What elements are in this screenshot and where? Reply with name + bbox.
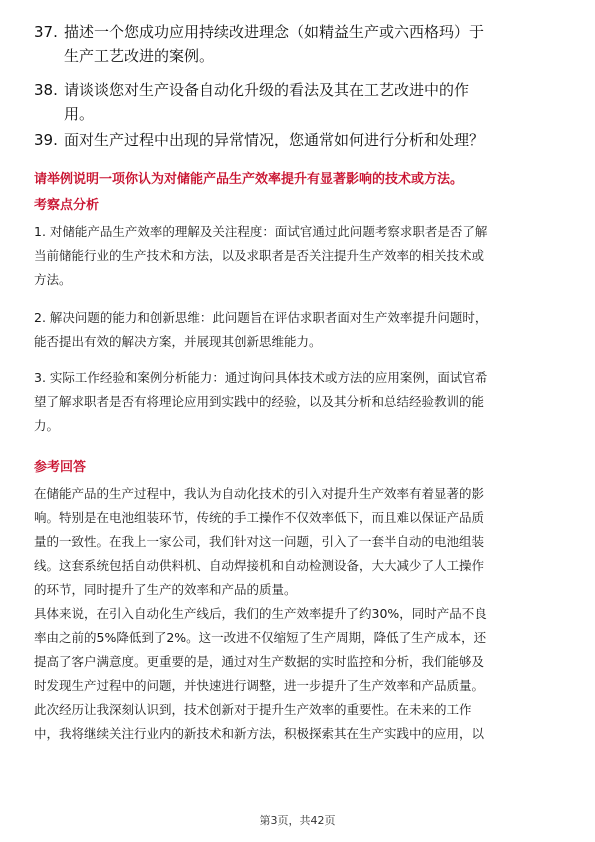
question-38: 38. 请谈谈您对生产设备自动化升级的看法及其在工艺改进中的作 用。 <box>34 78 562 126</box>
analysis-item-1: 1. 对储能产品生产效率的理解及关注程度：面试官通过此问题考察求职者是否了解 当前储能行业的生产技术和方法，以及求职者是否关注提升生产效率的相关技术或 方法。 <box>34 224 488 287</box>
question-text-cont: 生产工艺改进的案例。 <box>64 47 215 65</box>
question-39: 39. 面对生产过程中出现的异常情况，您通常如何进行分析和处理？ <box>34 131 485 149</box>
question-text: 面对生产过程中出现的异常情况，您通常如何进行分析和处理？ <box>64 131 485 149</box>
answer-body: 在储能产品的生产过程中，我认为自动化技术的引入对提升生产效率有着显著的影 响。特别是在电池组装环节，传统的手工操作不仅效率低下，而且难以保证产品质 量的一致性。在我上一家公司，我们针对这一问题，引入了一套半自动的电池组装 线。这套系统包括自动供料机、自动焊接机和自动检测设备，大大减少了人工操作 的环节，同时提升了生产的效率和产品的质量。 具体来说，在引入自动化生产线后，我们的生产效率提升了约30%，同时产品不良 率由之前的5%降低到了2%。这一改进不仅缩短了生产周期，降低了生产成本，还 提高了客户满意度。更重要的是，通过对生产数据的实时监控和分析，我们能够及 时发现生产过程中的问题，并快速进行调整，进一步提升了生产效率和产品质量。 此次经历让我深刻认识到，技术创新对于提升生产效率的重要性。在未来的工作 中，我将继续关注行业内的新技术和新方法，积极探索其在生产实践中的应用，以 <box>34 486 487 741</box>
analysis-item-3: 3. 实际工作经验和案例分析能力：通过询问具体技术或方法的应用案例，面试官希 望了解求职者是否有将理论应用到实践中的经验，以及其分析和总结经验教训的能 力。 <box>34 370 488 433</box>
page-number: 第3页，共42页 <box>259 814 336 827</box>
analysis-heading: 考察点分析 <box>34 198 100 213</box>
interview-question: 请举例说明一项你认为对储能产品生产效率提升有显著影响的技术或方法。 <box>34 172 464 187</box>
analysis-item-2: 2. 解决问题的能力和创新思维：此问题旨在评估求职者面对生产效率提升问题时， 能否提出有效的解决方案，并展现其创新思维能力。 <box>34 310 488 349</box>
answer-heading: 参考回答 <box>34 460 87 475</box>
question-text-cont: 用。 <box>64 105 95 123</box>
question-37: 37. 描述一个您成功应用持续改进理念（如精益生产或六西格玛）于 生产工艺改进的案例。 <box>34 20 562 68</box>
question-text: 请谈谈您对生产设备自动化升级的看法及其在工艺改进中的作 <box>64 81 470 99</box>
question-text: 描述一个您成功应用持续改进理念（如精益生产或六西格玛）于 <box>64 23 485 41</box>
